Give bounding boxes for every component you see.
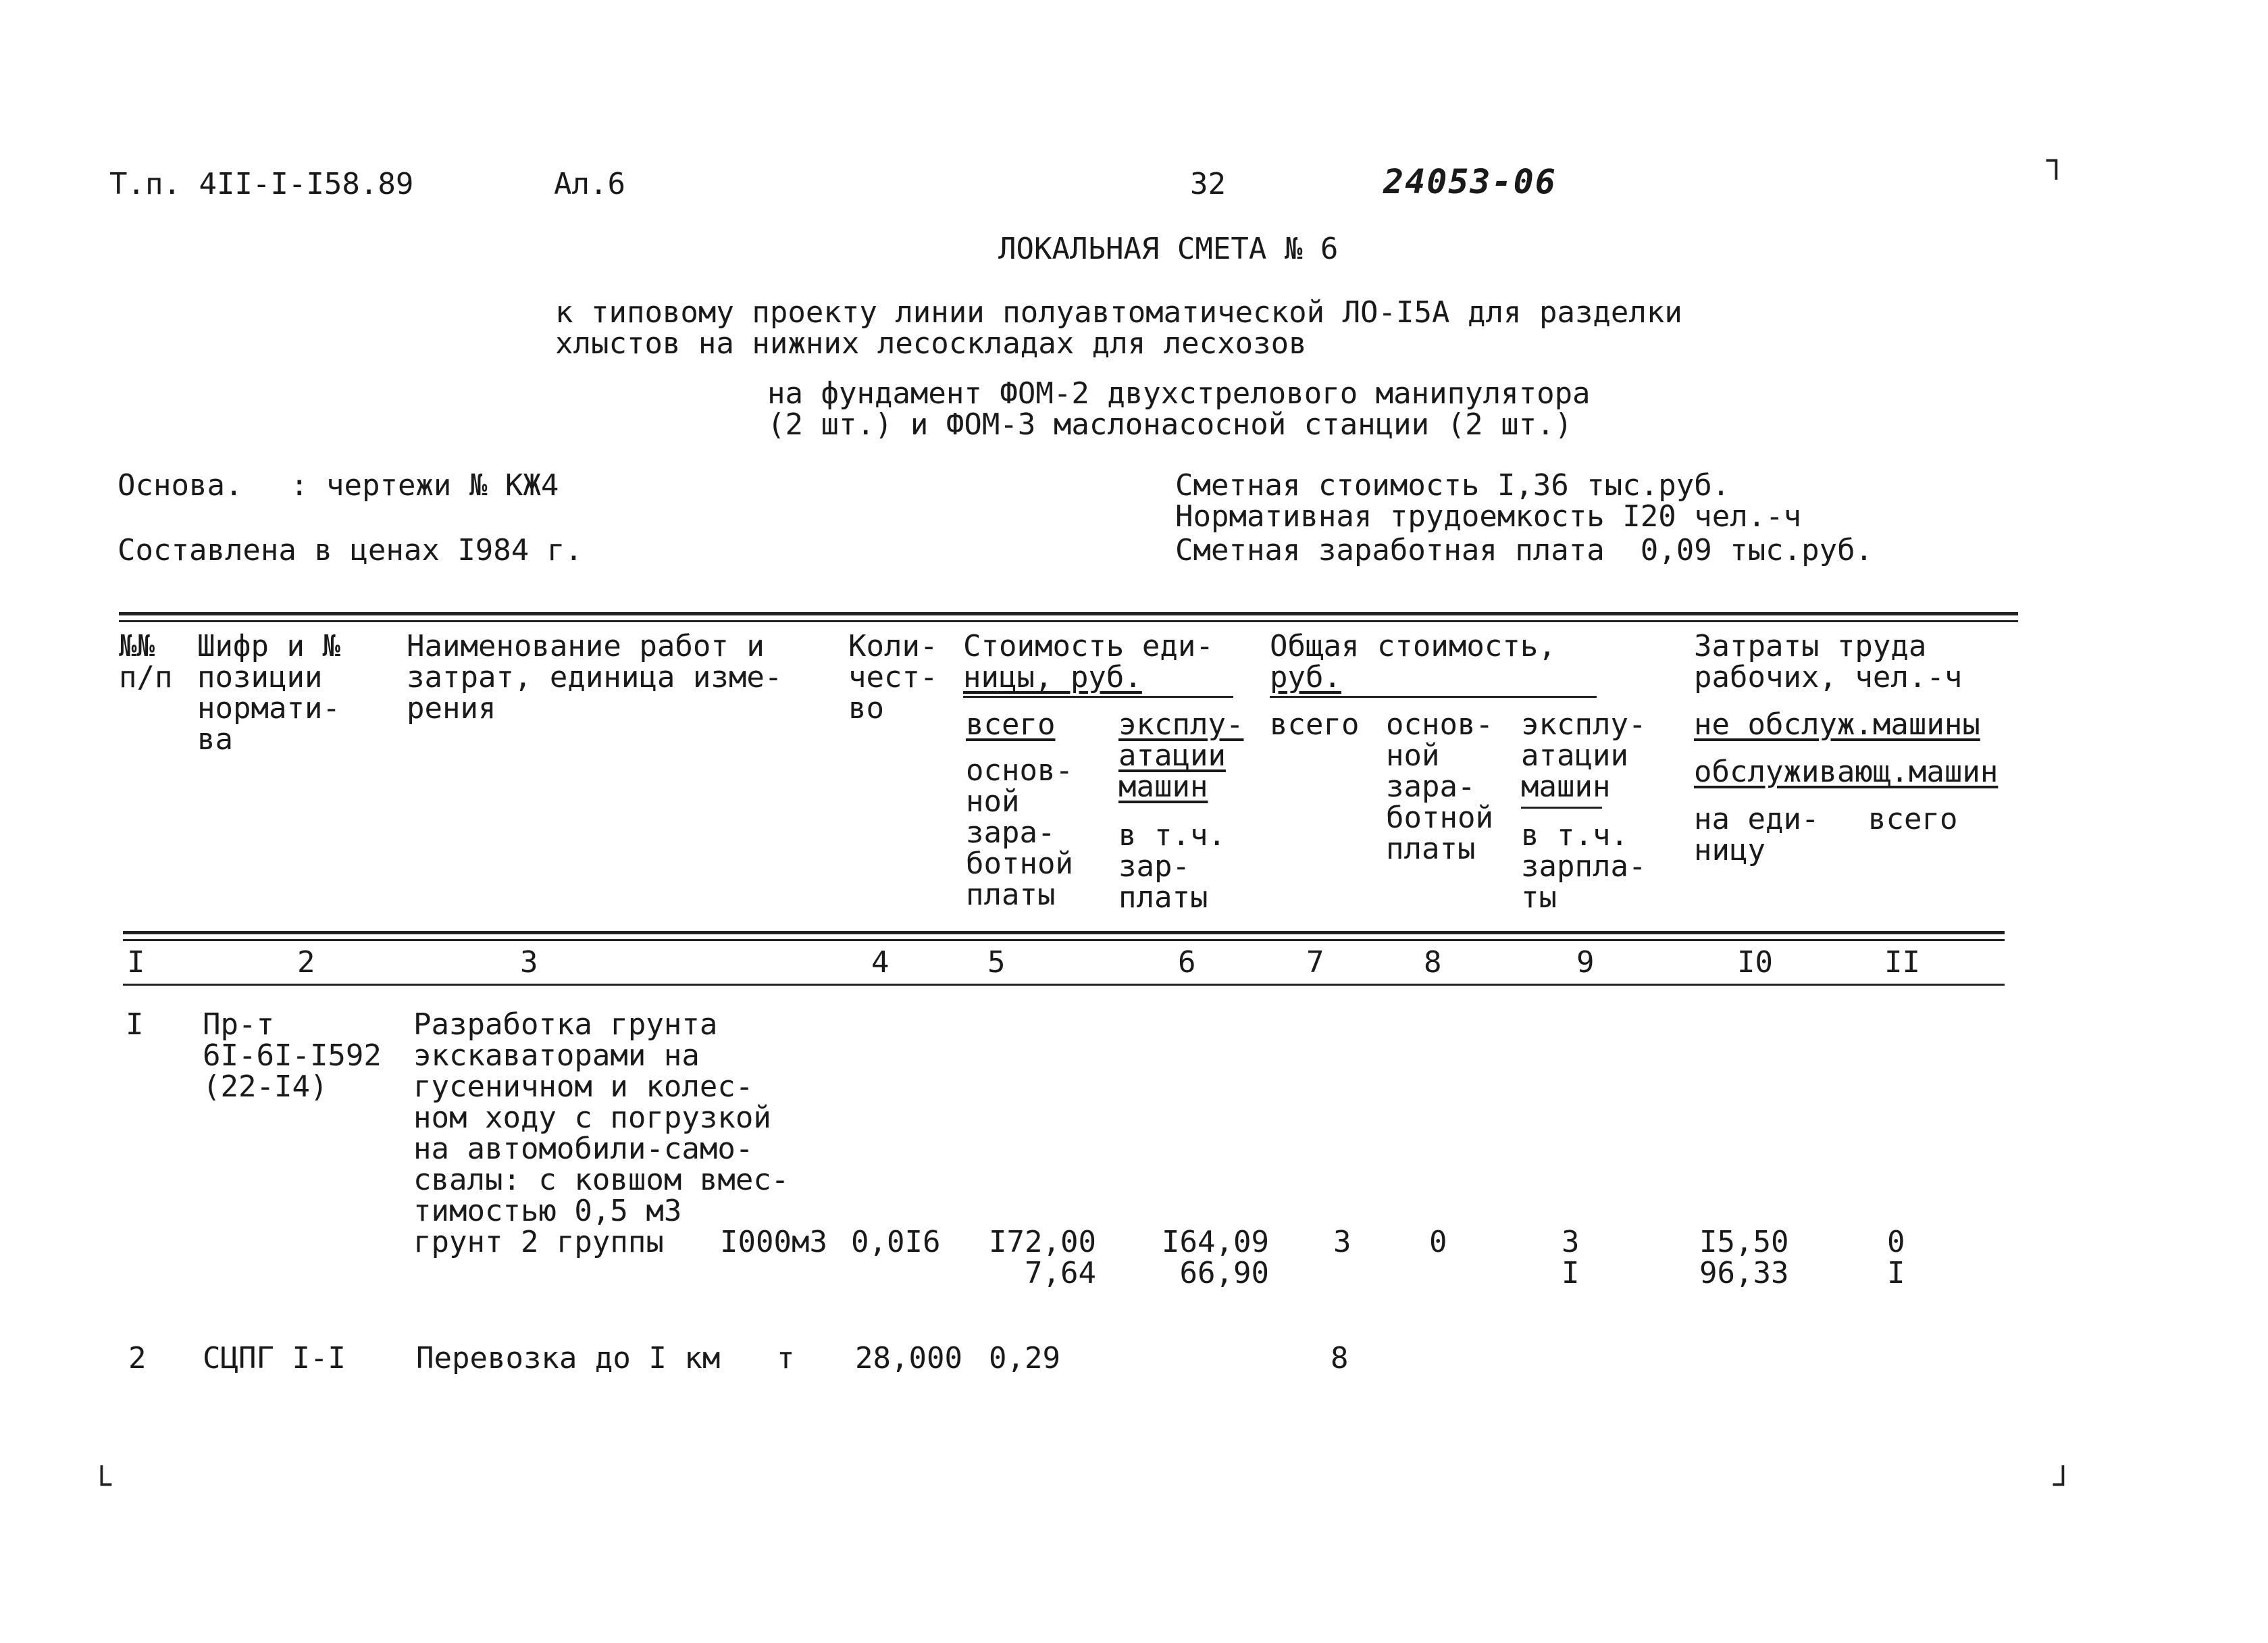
header-col-num: №№ п/п <box>119 629 173 694</box>
header-bottom-rule-2 <box>123 939 2005 941</box>
header-col7: всего <box>1270 707 1360 742</box>
row-unit-cost-total: 0,29 <box>989 1341 1060 1375</box>
corner-mark-top-right: ┐ <box>2046 142 2066 180</box>
row-code: СЦПГ I-I <box>203 1341 346 1375</box>
basis-prices: Составлена в ценах I984 г. <box>118 533 583 567</box>
doc-ref: Т.п. 4II-I-I58.89 <box>109 167 414 201</box>
header-total-cost-title2: руб. <box>1270 660 1341 694</box>
subtitle2-line-2: (2 шт.) и ФОМ-3 маслонасосной станции (2 шт.) <box>767 407 1573 442</box>
row-num: 2 <box>128 1341 147 1375</box>
column-number: 2 <box>297 945 315 980</box>
header-unit-cost-title: Стоимость еди- <box>963 629 1214 663</box>
column-number: 8 <box>1424 945 1442 980</box>
header-col5-bottom: основ- ной зара- ботной платы <box>966 753 1073 912</box>
header-unit-cost-rule <box>963 696 1233 698</box>
header-col9-top: эксплу- атации машин <box>1521 707 1647 804</box>
column-number: II <box>1884 945 1920 980</box>
summary-cost: Сметная стоимость I,36 тыс.руб. <box>1175 468 1730 503</box>
row-unit: I000м3 <box>720 1225 827 1259</box>
subtitle-line-2: хлыстов на нижних лесоскладах для лесхозов <box>555 326 1307 361</box>
column-number: 5 <box>987 945 1006 980</box>
page-number: 32 <box>1190 167 1226 201</box>
column-number: I0 <box>1737 945 1773 980</box>
header-col10: на еди- ницу <box>1694 802 1820 867</box>
handwritten-code: 24053-06 <box>1383 162 1557 201</box>
header-col5-top: всего <box>966 707 1056 742</box>
corner-mark-bottom-left: └ <box>92 1466 111 1504</box>
row-qty: 28,000 <box>855 1341 962 1375</box>
column-number: 6 <box>1178 945 1196 980</box>
header-col9-bottom: в т.ч. зарпла- ты <box>1521 818 1647 915</box>
header-total-cost-title: Общая стоимость, <box>1270 629 1556 663</box>
header-col11: всего <box>1868 802 1958 836</box>
header-col8: основ- ной зара- ботной платы <box>1386 707 1493 866</box>
page-title: ЛОКАЛЬНАЯ СМЕТА № 6 <box>998 232 1339 266</box>
column-number: I <box>127 945 145 980</box>
column-number-rule <box>123 984 2005 986</box>
header-labor-title: Затраты труда рабочих, чел.-ч <box>1694 629 1963 694</box>
row-name: Перевозка до I км <box>416 1341 721 1375</box>
basis-label: Основа. <box>118 468 243 503</box>
column-number: 3 <box>520 945 538 980</box>
row-total-machines: 3 I <box>1562 1225 1580 1290</box>
header-labor-sub2: обслуживающ.машин <box>1694 755 1999 789</box>
header-bottom-rule <box>123 931 2005 934</box>
table-top-rule <box>119 612 2018 615</box>
row-code: Пр-т 6I-6I-I592 (22-I4) <box>203 1007 382 1104</box>
row-num: I <box>126 1007 144 1042</box>
summary-wages: Сметная заработная плата 0,09 тыс.руб. <box>1175 533 1874 567</box>
table-top-rule-2 <box>119 620 2018 622</box>
row-total-cost: 8 <box>1331 1341 1349 1375</box>
album-label: Ал.6 <box>554 167 625 201</box>
header-col6-bottom: в т.ч. зар- платы <box>1118 818 1226 915</box>
row-unit-cost-machines: I64,09 66,90 <box>1162 1225 1269 1290</box>
header-col9-rule <box>1521 807 1602 809</box>
corner-mark-bottom-right: ┘ <box>2053 1466 2073 1504</box>
row-labor-total: 0 I <box>1887 1225 1905 1290</box>
header-labor-sub1: не обслуж.машины <box>1694 707 1980 742</box>
header-col6-top: эксплу- атации машин <box>1118 707 1244 804</box>
header-col-code: Шифр и № позиции нормати- ва <box>197 629 340 757</box>
header-col-name: Наименование работ и затрат, единица изме- рения <box>407 629 783 726</box>
row-unit: т <box>777 1341 795 1375</box>
column-number: 9 <box>1576 945 1595 980</box>
header-unit-cost-title2: ницы, руб. <box>963 660 1142 694</box>
header-col-qty: Коли- чест- во <box>848 629 938 726</box>
row-unit-cost-total: I72,00 7,64 <box>989 1225 1096 1290</box>
row-total-wages: 0 <box>1429 1225 1447 1259</box>
row-name: Разработка грунта экскаваторами на гусеничном и колес- ном ходу с погрузкой на автомобили-само- свалы: с ковшом вмес- тимостью 0,5 м3 грунт 2 группы <box>413 1007 790 1259</box>
summary-labor: Нормативная трудоемкость I20 чел.-ч <box>1175 499 1802 534</box>
basis-value: : чертежи № КЖ4 <box>290 468 559 503</box>
subtitle-line-1: к типовому проекту линии полуавтоматической ЛО-I5А для разделки <box>555 295 1682 330</box>
row-total-cost: 3 <box>1333 1225 1351 1259</box>
column-number: 4 <box>871 945 890 980</box>
subtitle2-line-1: на фундамент ФОМ-2 двухстрелового манипулятора <box>767 376 1591 411</box>
row-labor-unit: I5,50 96,33 <box>1699 1225 1789 1290</box>
row-qty: 0,0I6 <box>851 1225 941 1259</box>
header-total-cost-rule <box>1270 696 1597 698</box>
column-number: 7 <box>1306 945 1324 980</box>
